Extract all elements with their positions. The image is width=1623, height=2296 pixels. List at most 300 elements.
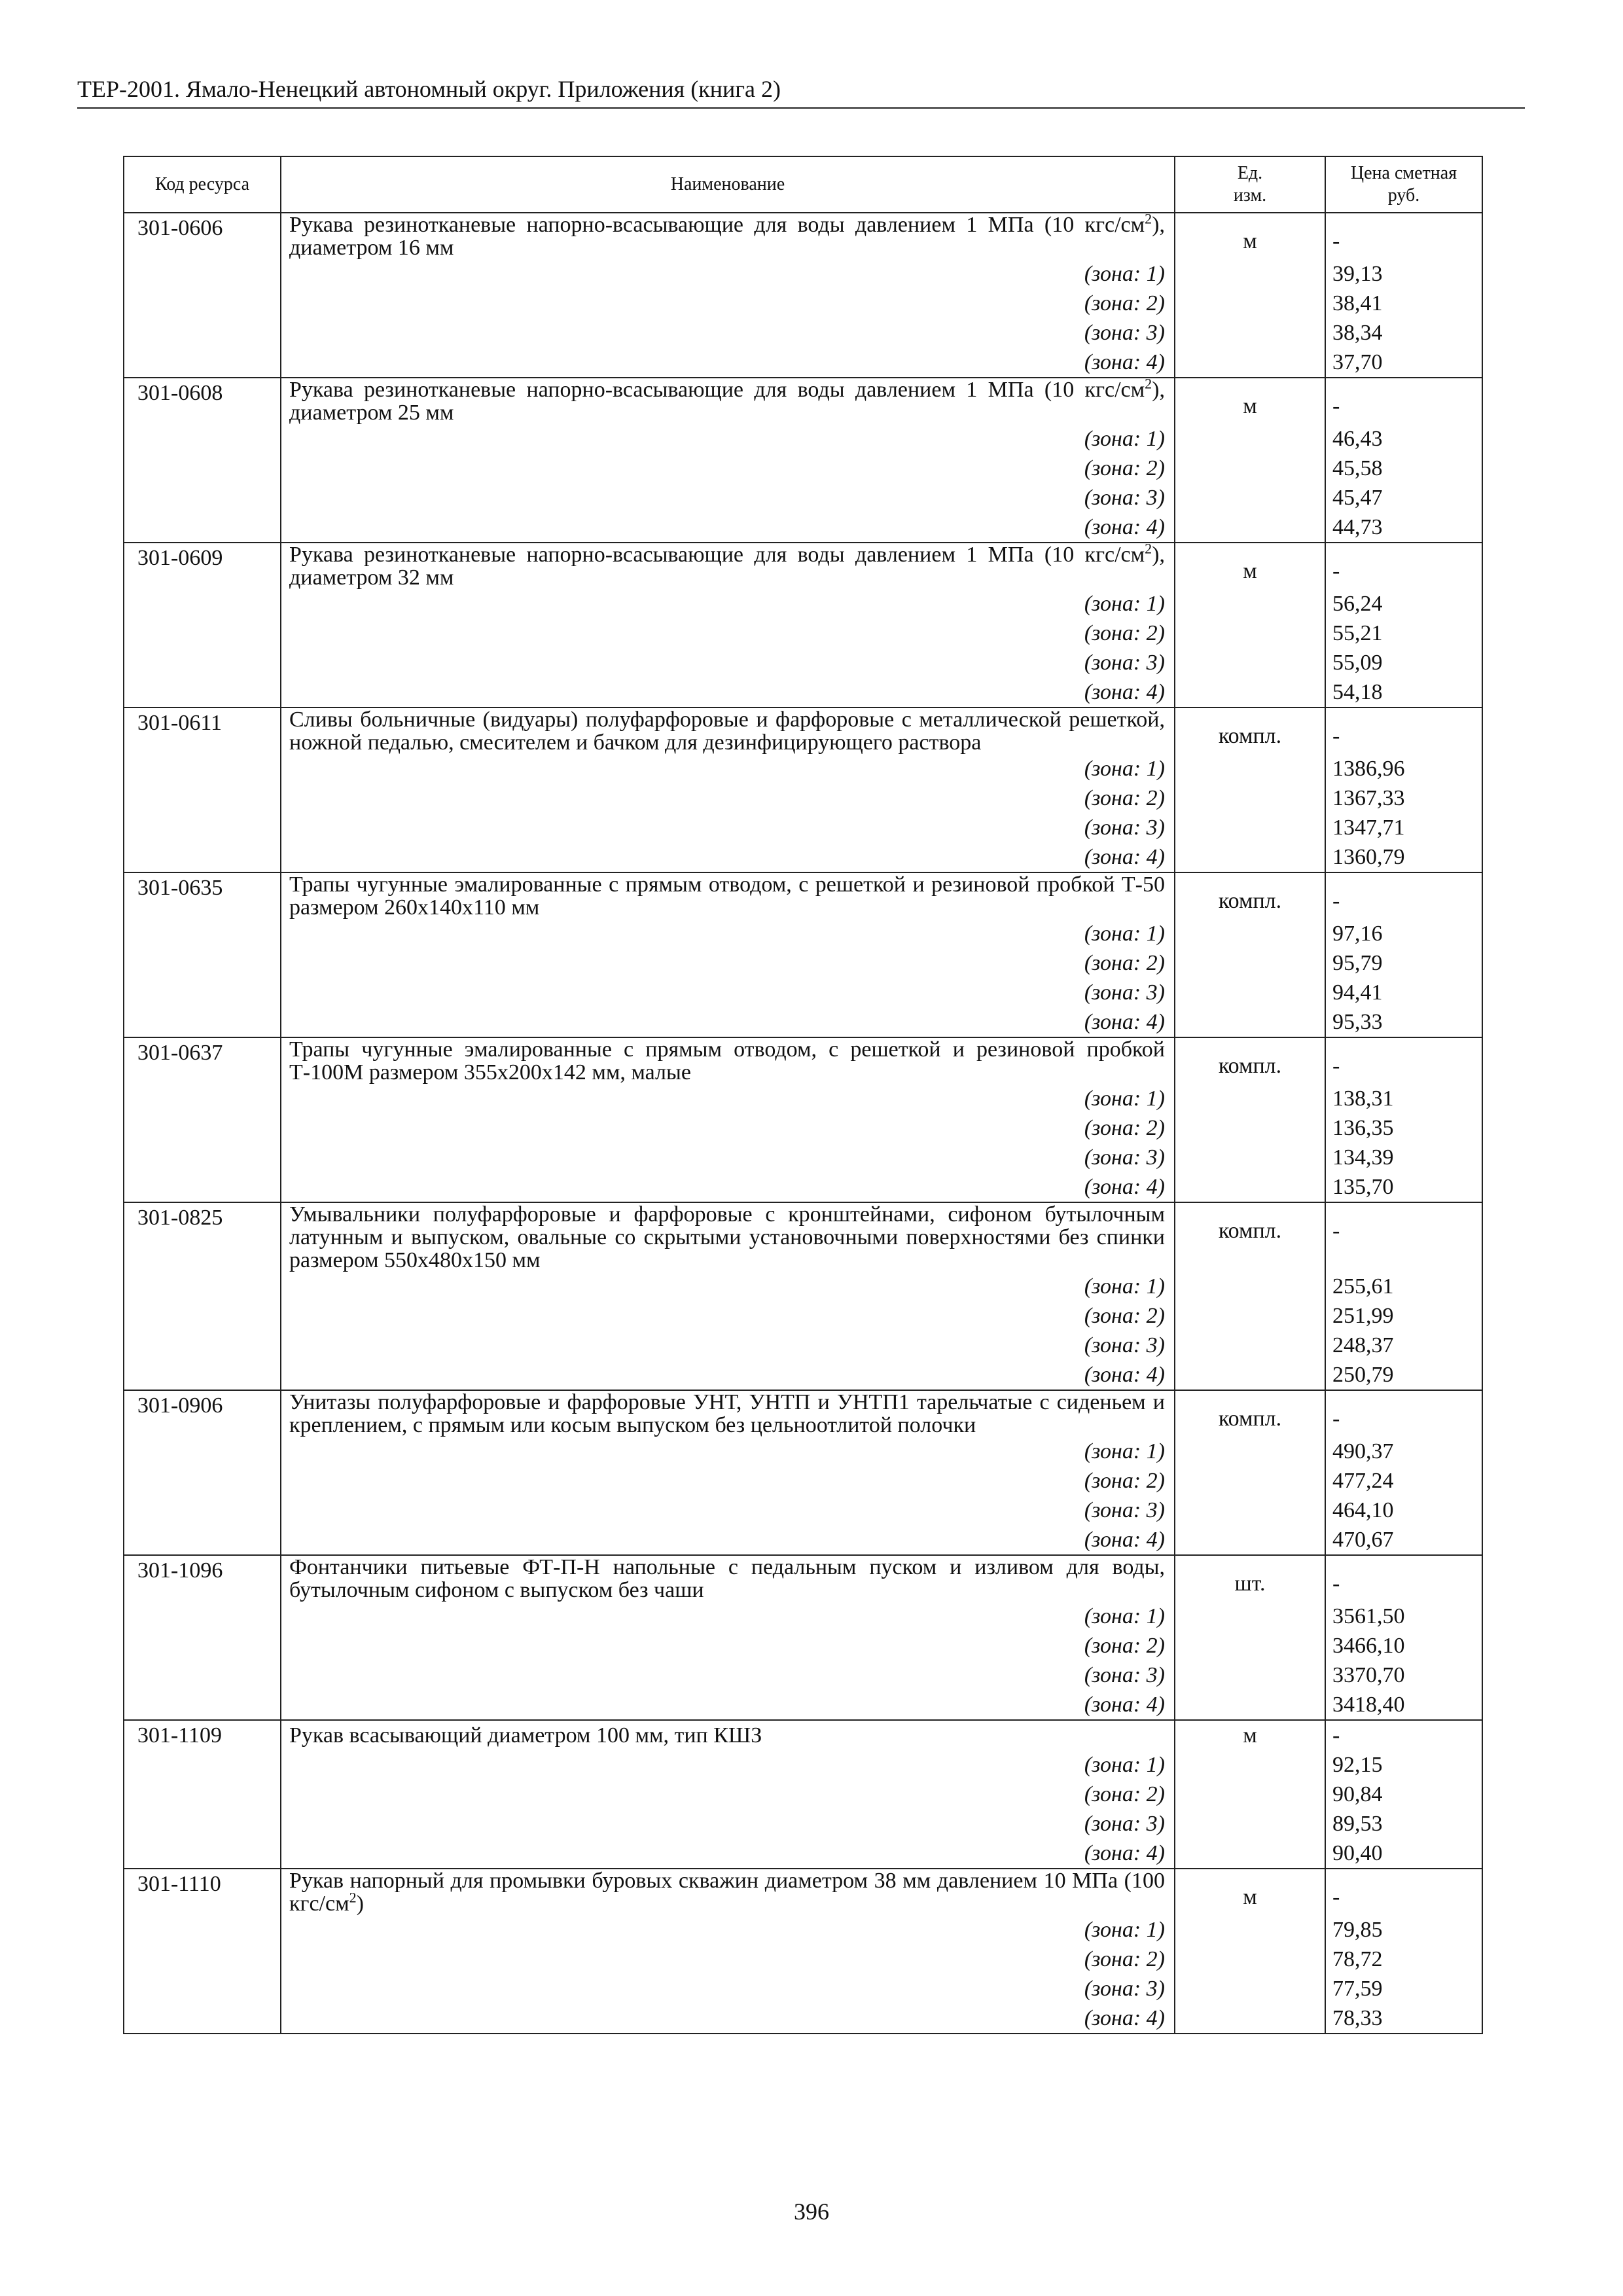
zone-label: (зона: 2) [281, 1113, 1175, 1143]
empty-cell [1175, 1525, 1325, 1555]
empty-cell [124, 1331, 281, 1360]
base-price: - [1325, 378, 1482, 424]
table-header-row [124, 156, 1482, 213]
empty-cell [124, 1660, 281, 1690]
empty-cell [124, 318, 281, 348]
base-price: - [1325, 543, 1482, 589]
zone-label: (зона: 3) [281, 1496, 1175, 1525]
zone-label: (зона: 1) [281, 1084, 1175, 1113]
table-row [124, 1037, 1482, 1084]
empty-cell [124, 1143, 281, 1172]
zone-label: (зона: 3) [281, 1974, 1175, 2003]
superscript: 2 [349, 1889, 357, 1906]
resource-name-text: Умывальники полуфарфоровые и фарфоровые с кронштейнами, сифоном бутылочным латунным и выпуском, овальные со скрытыми установочными поверхностями без спинки размером 550х480х150 мм [289, 1202, 1165, 1272]
zone-price: 90,84 [1325, 1780, 1482, 1809]
resource-name [281, 540, 1175, 590]
zone-price: 3466,10 [1325, 1631, 1482, 1660]
resource-name-text: Рукава резинотканевые напорно-всасывающие для воды давлением 1 МПа (10 кгс/см [289, 543, 1145, 567]
base-price: - [1325, 1037, 1482, 1084]
zone-price: 89,53 [1325, 1809, 1482, 1839]
zone-label: (зона: 1) [281, 1915, 1175, 1945]
zone-row [124, 348, 1482, 378]
empty-cell [1175, 619, 1325, 648]
empty-cell [124, 1113, 281, 1143]
empty-cell [124, 1839, 281, 1869]
zone-row [124, 1660, 1482, 1690]
zone-label: (зона: 2) [281, 289, 1175, 318]
superscript: 2 [1145, 210, 1152, 227]
table-row [124, 708, 1482, 754]
zone-price: 470,67 [1325, 1525, 1482, 1555]
zone-label: (зона: 2) [281, 1631, 1175, 1660]
zone-price: 95,33 [1325, 1007, 1482, 1037]
zone-label: (зона: 4) [281, 1172, 1175, 1202]
zone-row [124, 1945, 1482, 1974]
zone-label: (зона: 4) [281, 512, 1175, 543]
zone-label: (зона: 4) [281, 677, 1175, 708]
resource-name [281, 375, 1175, 425]
resource-name [281, 1037, 1175, 1084]
resource-code: 301-1096 [124, 1555, 281, 1602]
zone-price: 92,15 [1325, 1750, 1482, 1780]
zone-label: (зона: 2) [281, 1780, 1175, 1809]
table-row [124, 543, 1482, 589]
zone-row [124, 1143, 1482, 1172]
resource-name [281, 210, 1175, 260]
resource-code: 301-1110 [124, 1869, 281, 1915]
page-number: 396 [794, 2198, 829, 2225]
resource-name [281, 1202, 1175, 1272]
resource-name [281, 1869, 1175, 1915]
empty-cell [124, 919, 281, 948]
zone-price: 1367,33 [1325, 783, 1482, 813]
column-header-price [1325, 156, 1482, 213]
zone-label: (зона: 1) [281, 1437, 1175, 1466]
resource-name-text: Сливы больничные (видуары) полуфарфоровые и фарфоровые с металлической решеткой, ножной педалью, смесителем и бачком для дезинфицирующего раствора [289, 708, 1165, 755]
zone-row [124, 813, 1482, 842]
zone-price: 38,41 [1325, 289, 1482, 318]
zone-label: (зона: 3) [281, 483, 1175, 512]
resource-name [281, 872, 1175, 919]
empty-cell [124, 1466, 281, 1496]
table-row [124, 1555, 1482, 1602]
zone-price: 134,39 [1325, 1143, 1482, 1172]
zone-row [124, 919, 1482, 948]
resource-name [281, 1390, 1175, 1437]
empty-cell [1175, 1602, 1325, 1631]
zone-label: (зона: 4) [281, 2003, 1175, 2034]
zone-price: 90,40 [1325, 1839, 1482, 1869]
empty-cell [124, 289, 281, 318]
zone-label: (зона: 3) [281, 1331, 1175, 1360]
zone-price: 94,41 [1325, 978, 1482, 1007]
zone-price: 45,58 [1325, 454, 1482, 483]
zone-row [124, 1631, 1482, 1660]
resource-name-text: Трапы чугунные эмалированные с прямым отводом, с решеткой и резиновой пробкой Т-100М размером 355х200х142 мм, малые [289, 1037, 1165, 1085]
base-price: - [1325, 708, 1482, 754]
empty-cell [1175, 1631, 1325, 1660]
resource-name-tail: ), диаметром 32 мм [289, 543, 1165, 590]
superscript: 2 [1145, 375, 1152, 392]
zone-label: (зона: 3) [281, 648, 1175, 677]
base-price: - [1325, 1202, 1482, 1272]
zone-price: 135,70 [1325, 1172, 1482, 1202]
zone-label: (зона: 1) [281, 1750, 1175, 1780]
zone-price: 3561,50 [1325, 1602, 1482, 1631]
zone-row [124, 1272, 1482, 1301]
unit-of-measure: м [1175, 543, 1325, 589]
empty-cell [1175, 348, 1325, 378]
zone-row [124, 1525, 1482, 1555]
empty-cell [1175, 289, 1325, 318]
empty-cell [1175, 1272, 1325, 1301]
unit-of-measure: м [1175, 213, 1325, 259]
zone-row [124, 1974, 1482, 2003]
column-header-code: Код ресурса [124, 156, 281, 213]
empty-cell [124, 783, 281, 813]
resource-name [281, 708, 1175, 754]
zone-row [124, 783, 1482, 813]
zone-price: 250,79 [1325, 1360, 1482, 1390]
empty-cell [1175, 1360, 1325, 1390]
zone-price: 97,16 [1325, 919, 1482, 948]
zone-row [124, 1084, 1482, 1113]
zone-price: 248,37 [1325, 1331, 1482, 1360]
zone-label: (зона: 2) [281, 454, 1175, 483]
empty-cell [1175, 1660, 1325, 1690]
empty-cell [1175, 1496, 1325, 1525]
empty-cell [124, 813, 281, 842]
zone-price: 251,99 [1325, 1301, 1482, 1331]
zone-price: 490,37 [1325, 1437, 1482, 1466]
zone-row [124, 1113, 1482, 1143]
empty-cell [1175, 1690, 1325, 1720]
zone-label: (зона: 1) [281, 754, 1175, 783]
empty-cell [124, 589, 281, 619]
unit-of-measure: м [1175, 1869, 1325, 1915]
zone-row [124, 1172, 1482, 1202]
zone-label: (зона: 2) [281, 1466, 1175, 1496]
zone-row [124, 424, 1482, 454]
empty-cell [1175, 483, 1325, 512]
zone-price: 1347,71 [1325, 813, 1482, 842]
empty-cell [1175, 1839, 1325, 1869]
empty-cell [124, 348, 281, 378]
empty-cell [1175, 512, 1325, 543]
zone-price: 136,35 [1325, 1113, 1482, 1143]
resource-code: 301-0825 [124, 1202, 281, 1272]
empty-cell [1175, 1113, 1325, 1143]
empty-cell [1175, 648, 1325, 677]
zone-label: (зона: 4) [281, 348, 1175, 378]
empty-cell [1175, 1750, 1325, 1780]
zone-price: 255,61 [1325, 1272, 1482, 1301]
empty-cell [1175, 978, 1325, 1007]
zone-row [124, 318, 1482, 348]
empty-cell [124, 1437, 281, 1466]
zone-label: (зона: 4) [281, 1839, 1175, 1869]
empty-cell [124, 1360, 281, 1390]
zone-price: 138,31 [1325, 1084, 1482, 1113]
empty-cell [124, 1750, 281, 1780]
zone-label: (зона: 4) [281, 1690, 1175, 1720]
zone-row [124, 1690, 1482, 1720]
resource-name-text: Трапы чугунные эмалированные с прямым отводом, с решеткой и резиновой пробкой Т-50 размером 260х140х110 мм [289, 872, 1165, 920]
zone-row [124, 978, 1482, 1007]
zone-price: 78,33 [1325, 2003, 1482, 2034]
resource-code: 301-0606 [124, 213, 281, 259]
base-price: - [1325, 213, 1482, 259]
table-row [124, 1202, 1482, 1272]
empty-cell [1175, 318, 1325, 348]
empty-cell [124, 1780, 281, 1809]
empty-cell [124, 1602, 281, 1631]
resource-code: 301-1109 [124, 1720, 281, 1750]
zone-price: 39,13 [1325, 259, 1482, 289]
unit-of-measure: шт. [1175, 1555, 1325, 1602]
zone-row [124, 1496, 1482, 1525]
unit-of-measure: компл. [1175, 1202, 1325, 1272]
empty-cell [1175, 454, 1325, 483]
zone-label: (зона: 3) [281, 318, 1175, 348]
zone-row [124, 1750, 1482, 1780]
base-price: - [1325, 872, 1482, 919]
zone-label: (зона: 3) [281, 978, 1175, 1007]
zone-label: (зона: 1) [281, 589, 1175, 619]
empty-cell [1175, 1007, 1325, 1037]
zone-price: 55,21 [1325, 619, 1482, 648]
resource-name-tail: ) [356, 1892, 364, 1916]
empty-cell [1175, 2003, 1325, 2034]
empty-cell [124, 1525, 281, 1555]
zone-row [124, 1007, 1482, 1037]
zone-label: (зона: 4) [281, 1360, 1175, 1390]
zone-label: (зона: 2) [281, 783, 1175, 813]
zone-price: 3418,40 [1325, 1690, 1482, 1720]
table-row [124, 378, 1482, 424]
zone-label: (зона: 4) [281, 842, 1175, 872]
resource-name-text: Рукав напорный для промывки буровых скважин диаметром 38 мм давлением 10 МПа (100 кгс/см [289, 1869, 1165, 1916]
price-header-line1: Цена сметная [1350, 163, 1457, 183]
empty-cell [124, 1631, 281, 1660]
resource-name-tail: ), диаметром 16 мм [289, 213, 1165, 260]
resource-code: 301-0635 [124, 872, 281, 919]
zone-row [124, 483, 1482, 512]
unit-header-line2: изм. [1233, 185, 1267, 206]
resource-name-tail: ), диаметром 25 мм [289, 378, 1165, 425]
base-price: - [1325, 1555, 1482, 1602]
zone-row [124, 512, 1482, 543]
zone-label: (зона: 2) [281, 619, 1175, 648]
resource-code: 301-0608 [124, 378, 281, 424]
resource-code: 301-0906 [124, 1390, 281, 1437]
zone-price: 477,24 [1325, 1466, 1482, 1496]
resource-name-text: Унитазы полуфарфоровые и фарфоровые УНТ, УНТП и УНТП1 тарельчатые с сиденьем и креплением, с прямым или косым выпуском без цельноотлитой полочки [289, 1390, 1165, 1437]
zone-row [124, 948, 1482, 978]
zone-label: (зона: 3) [281, 1660, 1175, 1690]
empty-cell [124, 677, 281, 708]
empty-cell [1175, 1466, 1325, 1496]
price-header-line2: руб. [1387, 185, 1420, 206]
empty-cell [1175, 1084, 1325, 1113]
zone-price: 78,72 [1325, 1945, 1482, 1974]
empty-cell [1175, 259, 1325, 289]
unit-of-measure: компл. [1175, 708, 1325, 754]
resource-name-text: Рукав всасывающий диаметром 100 мм, тип КШЗ [289, 1723, 762, 1748]
empty-cell [124, 1945, 281, 1974]
unit-header-line1: Ед. [1237, 163, 1263, 183]
zone-label: (зона: 3) [281, 1143, 1175, 1172]
base-price: - [1325, 1390, 1482, 1437]
zone-row [124, 1809, 1482, 1839]
empty-cell [124, 1690, 281, 1720]
unit-of-measure: компл. [1175, 872, 1325, 919]
zone-row [124, 1915, 1482, 1945]
zone-price: 44,73 [1325, 512, 1482, 543]
running-header: ТЕР-2001. Ямало-Ненецкий автономный округ. Приложения (книга 2) [77, 73, 1525, 109]
resource-name [281, 1555, 1175, 1602]
empty-cell [124, 1915, 281, 1945]
zone-label: (зона: 1) [281, 424, 1175, 454]
empty-cell [1175, 1780, 1325, 1809]
base-price: - [1325, 1720, 1482, 1750]
zone-label: (зона: 1) [281, 259, 1175, 289]
zone-label: (зона: 1) [281, 1272, 1175, 1301]
zone-label: (зона: 1) [281, 919, 1175, 948]
column-header-unit [1175, 156, 1325, 213]
empty-cell [124, 648, 281, 677]
price-table [123, 156, 1483, 2034]
zone-price: 38,34 [1325, 318, 1482, 348]
zone-row [124, 677, 1482, 708]
zone-price: 45,47 [1325, 483, 1482, 512]
zone-row [124, 754, 1482, 783]
zone-price: 46,43 [1325, 424, 1482, 454]
zone-row [124, 1331, 1482, 1360]
zone-row [124, 1301, 1482, 1331]
zone-row [124, 259, 1482, 289]
zone-row [124, 2003, 1482, 2034]
empty-cell [1175, 919, 1325, 948]
zone-row [124, 589, 1482, 619]
empty-cell [1175, 754, 1325, 783]
zone-price: 464,10 [1325, 1496, 1482, 1525]
zone-row [124, 619, 1482, 648]
zone-row [124, 454, 1482, 483]
zone-row [124, 1839, 1482, 1869]
zone-price: 55,09 [1325, 648, 1482, 677]
table-row [124, 1390, 1482, 1437]
resource-name [281, 1720, 1175, 1750]
resource-name-text: Рукава резинотканевые напорно-всасывающие для воды давлением 1 МПа (10 кгс/см [289, 213, 1145, 237]
empty-cell [124, 1301, 281, 1331]
empty-cell [1175, 842, 1325, 872]
empty-cell [124, 1272, 281, 1301]
resource-name-text: Рукава резинотканевые напорно-всасывающие для воды давлением 1 МПа (10 кгс/см [289, 378, 1145, 402]
zone-label: (зона: 2) [281, 1945, 1175, 1974]
empty-cell [1175, 813, 1325, 842]
zone-price: 79,85 [1325, 1915, 1482, 1945]
empty-cell [124, 424, 281, 454]
empty-cell [124, 1496, 281, 1525]
empty-cell [1175, 424, 1325, 454]
empty-cell [124, 1007, 281, 1037]
unit-of-measure: компл. [1175, 1390, 1325, 1437]
zone-price: 56,24 [1325, 589, 1482, 619]
resource-code: 301-0611 [124, 708, 281, 754]
zone-row [124, 289, 1482, 318]
zone-label: (зона: 4) [281, 1007, 1175, 1037]
empty-cell [1175, 783, 1325, 813]
zone-price: 3370,70 [1325, 1660, 1482, 1690]
zone-label: (зона: 3) [281, 1809, 1175, 1839]
zone-row [124, 842, 1482, 872]
empty-cell [1175, 1945, 1325, 1974]
base-price: - [1325, 1869, 1482, 1915]
zone-label: (зона: 3) [281, 813, 1175, 842]
empty-cell [1175, 948, 1325, 978]
empty-cell [124, 454, 281, 483]
zone-row [124, 1780, 1482, 1809]
unit-of-measure: м [1175, 1720, 1325, 1750]
empty-cell [124, 842, 281, 872]
empty-cell [124, 1974, 281, 2003]
empty-cell [124, 619, 281, 648]
zone-price: 37,70 [1325, 348, 1482, 378]
zone-price: 77,59 [1325, 1974, 1482, 2003]
empty-cell [1175, 1331, 1325, 1360]
zone-row [124, 648, 1482, 677]
table-body [124, 210, 1482, 2034]
empty-cell [1175, 1809, 1325, 1839]
zone-price: 95,79 [1325, 948, 1482, 978]
zone-row [124, 1466, 1482, 1496]
table-row [124, 1720, 1482, 1750]
zone-label: (зона: 2) [281, 1301, 1175, 1331]
empty-cell [1175, 589, 1325, 619]
empty-cell [1175, 1172, 1325, 1202]
zone-price: 1386,96 [1325, 754, 1482, 783]
empty-cell [124, 754, 281, 783]
empty-cell [1175, 1437, 1325, 1466]
empty-cell [1175, 1301, 1325, 1331]
empty-cell [124, 512, 281, 543]
empty-cell [124, 978, 281, 1007]
empty-cell [124, 1172, 281, 1202]
empty-cell [124, 948, 281, 978]
zone-label: (зона: 2) [281, 948, 1175, 978]
empty-cell [124, 259, 281, 289]
empty-cell [1175, 1143, 1325, 1172]
zone-price: 1360,79 [1325, 842, 1482, 872]
column-header-name: Наименование [281, 156, 1175, 213]
empty-cell [1175, 677, 1325, 708]
resource-code: 301-0637 [124, 1037, 281, 1084]
empty-cell [1175, 1974, 1325, 2003]
zone-price: 54,18 [1325, 677, 1482, 708]
empty-cell [124, 483, 281, 512]
zone-label: (зона: 4) [281, 1525, 1175, 1555]
unit-of-measure: компл. [1175, 1037, 1325, 1084]
unit-of-measure: м [1175, 378, 1325, 424]
zone-row [124, 1602, 1482, 1631]
superscript: 2 [1145, 540, 1152, 557]
table-row [124, 1869, 1482, 1915]
resource-code: 301-0609 [124, 543, 281, 589]
zone-row [124, 1360, 1482, 1390]
empty-cell [1175, 1915, 1325, 1945]
empty-cell [124, 1084, 281, 1113]
